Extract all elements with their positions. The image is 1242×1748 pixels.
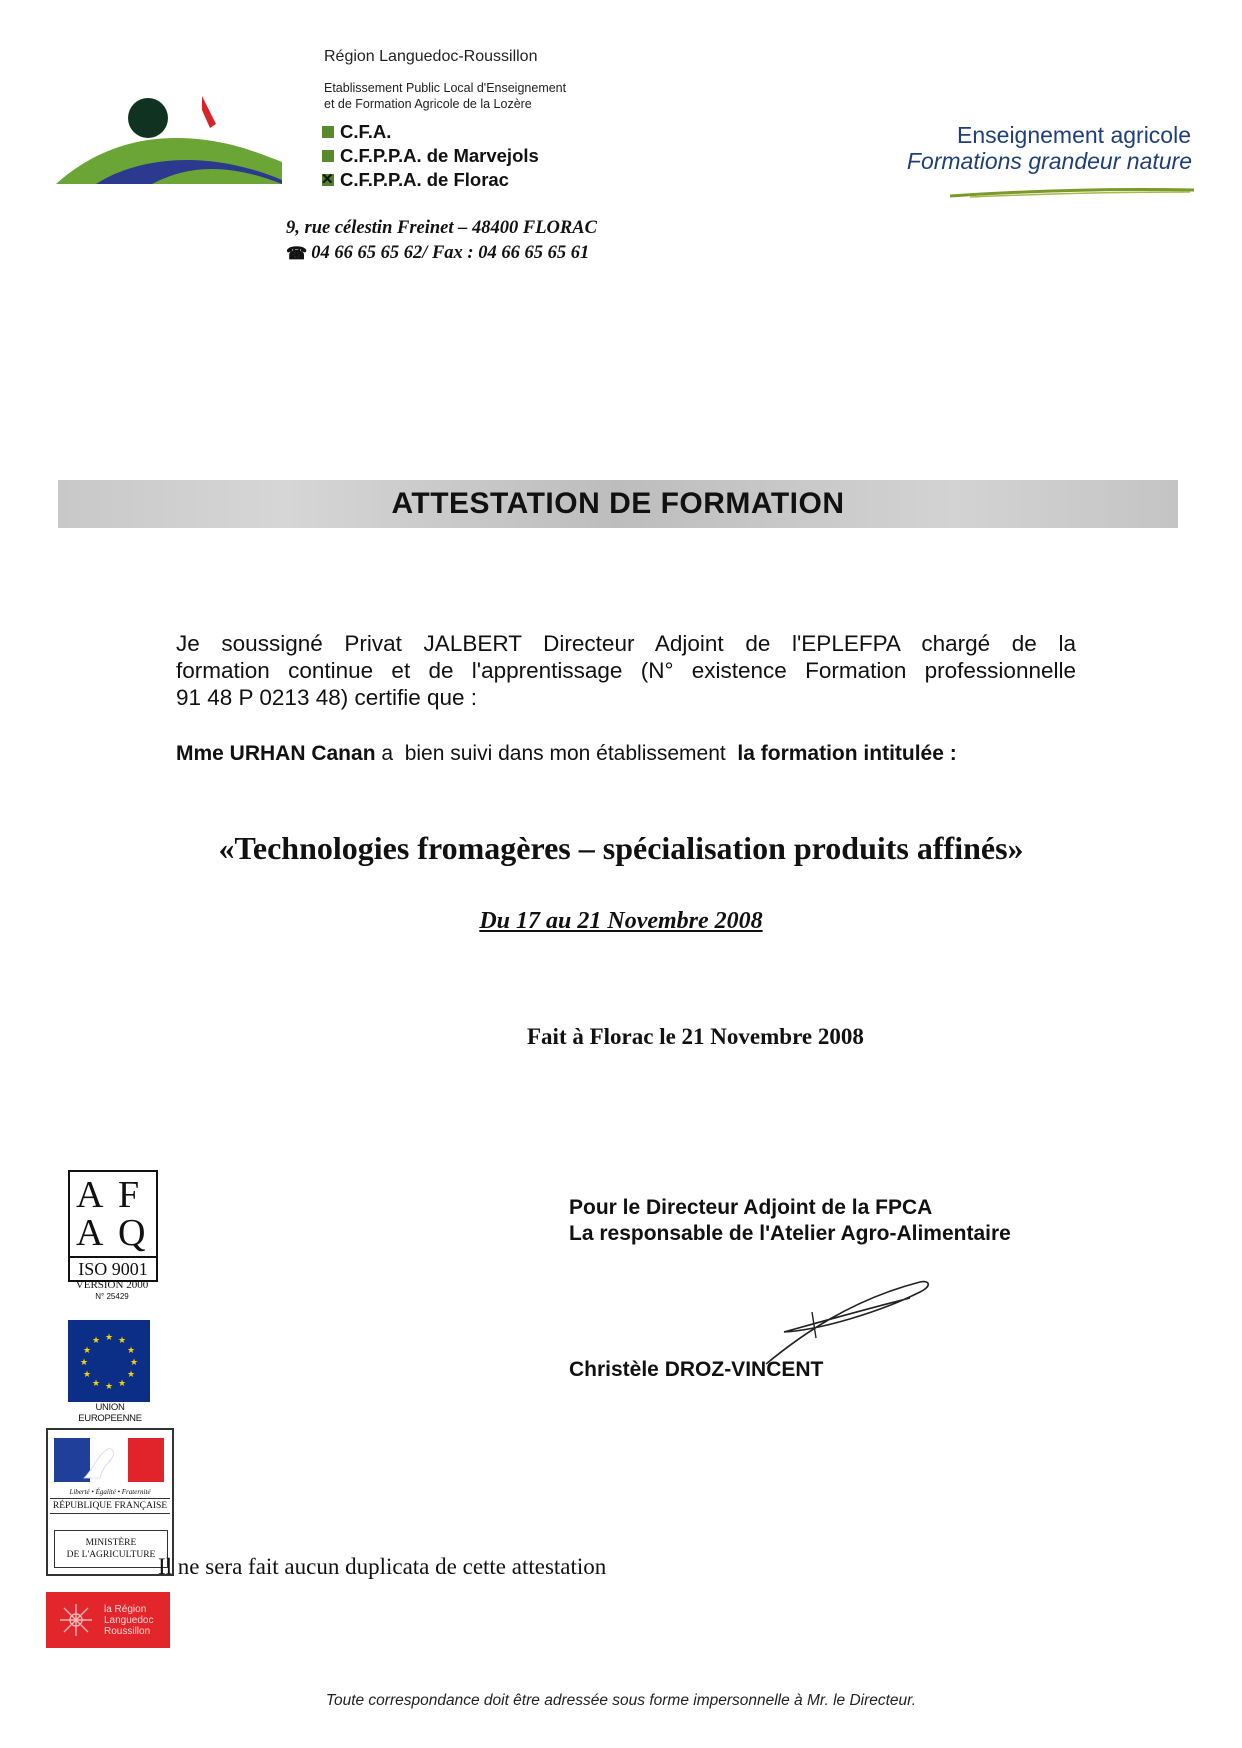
branch-item — [322, 168, 539, 192]
region-logo-text — [104, 1604, 154, 1637]
svg-text:★: ★ — [82, 1370, 92, 1380]
swoosh-decoration — [950, 186, 1194, 200]
branch-label: C.F.P.P.A. de Marvejols — [340, 145, 539, 166]
rf-name: RÉPUBLIQUE FRANÇAISE — [50, 1498, 170, 1514]
afaq-letter: A — [76, 1174, 104, 1216]
etablissement-name — [324, 80, 566, 112]
svg-text:★: ★ — [79, 1358, 89, 1368]
slogan-line-1: Enseignement agricole — [957, 122, 1191, 148]
region-name: Région Languedoc-Roussillon — [324, 48, 538, 65]
footer-note: Toute correspondance doit être adressée sous forme impersonnelle à Mr. le Directeur. — [325, 1692, 917, 1709]
ministry-logo — [46, 1428, 174, 1576]
svg-text:★: ★ — [91, 1379, 101, 1389]
title-band — [58, 480, 1178, 528]
afaq-number: N° 25429 — [95, 1292, 129, 1301]
region-logo-line: Roussillon — [104, 1626, 151, 1637]
svg-text:★: ★ — [117, 1379, 127, 1389]
svg-text:★: ★ — [104, 1382, 114, 1392]
checked-box-icon — [322, 174, 334, 186]
ministry-line-1: MINISTÈRE — [85, 1538, 137, 1548]
epl-lozere-logo — [56, 88, 282, 190]
signature-line-2: La responsable de l'Atelier Agro-Alimentaire — [569, 1222, 1011, 1245]
region-logo-line: Languedoc — [104, 1615, 154, 1626]
afaq-letter: Q — [118, 1212, 146, 1254]
document-title: ATTESTATION DE FORMATION — [391, 487, 845, 520]
paragraph-line: 91 48 P 0213 48) certifie que : — [176, 685, 478, 710]
ministry-line-2: DE L'AGRICULTURE — [66, 1550, 156, 1560]
beneficiary-name: Mme URHAN Canan — [176, 742, 376, 765]
handwritten-signature — [760, 1278, 932, 1368]
branch-item — [322, 120, 539, 144]
address-line: 9, rue célestin Freinet – 48400 FLORAC — [286, 218, 597, 238]
etablissement-line-1: Etablissement Public Local d'Enseignement — [324, 81, 567, 95]
region-logo — [46, 1592, 170, 1648]
eu-flag-icon — [68, 1320, 150, 1402]
formation-dates: Du 17 au 21 Novembre 2008 — [479, 908, 763, 934]
signatory-name: Christèle DROZ-VINCENT — [569, 1358, 824, 1381]
svg-text:★: ★ — [91, 1336, 101, 1346]
svg-text:★: ★ — [126, 1370, 136, 1380]
beneficiary-text: a bien suivi dans mon établissement — [375, 742, 738, 765]
afaq-letters — [74, 1176, 152, 1252]
square-bullet-icon — [322, 150, 334, 162]
afaq-letter: F — [118, 1174, 140, 1216]
formation-title: «Technologies fromagères – spécialisation produits affinés» — [218, 830, 1024, 866]
afaq-letter: A — [76, 1212, 104, 1254]
etablissement-line-2: et de Formation Agricole de la Lozère — [324, 97, 532, 111]
certification-paragraph — [176, 630, 1076, 711]
formation-intro: la formation intitulée : — [737, 742, 957, 765]
svg-text:★: ★ — [117, 1336, 127, 1346]
square-bullet-icon — [322, 126, 334, 138]
signature-block — [569, 1195, 1011, 1247]
svg-text:★: ★ — [129, 1358, 139, 1368]
branch-item — [322, 144, 539, 168]
slogan-line-2: Formations grandeur nature — [906, 148, 1192, 174]
paragraph-line: formation continue et de l'apprentissage (N° existence Formation professionnelle — [176, 658, 1076, 683]
region-logo-line: la Région — [104, 1604, 147, 1615]
afaq-iso-logo — [68, 1170, 158, 1282]
phone-numbers: 04 66 65 65 62/ Fax : 04 66 65 65 61 — [311, 243, 590, 263]
svg-text:★: ★ — [104, 1333, 114, 1343]
phone-line — [286, 241, 597, 266]
svg-text:★: ★ — [126, 1346, 136, 1356]
paragraph-line: Je soussigné Privat JALBERT Directeur Adjoint de l'EPLEFPA chargé de la — [176, 631, 1076, 656]
branch-label: C.F.P.P.A. de Florac — [340, 169, 509, 190]
afaq-iso-label: ISO 9001 — [70, 1256, 156, 1280]
duplicate-notice: Il ne sera fait aucun duplicata de cette attestation — [158, 1554, 607, 1579]
ministry-name — [54, 1530, 168, 1568]
telephone-icon: ☎ — [286, 244, 308, 263]
place-and-date: Fait à Florac le 21 Novembre 2008 — [527, 1024, 864, 1049]
branch-list — [322, 120, 539, 192]
occitan-cross-icon — [54, 1600, 98, 1640]
marianne-flag-icon — [54, 1438, 164, 1482]
address-block — [286, 216, 597, 266]
svg-text:★: ★ — [82, 1346, 92, 1356]
signature-line-1: Pour le Directeur Adjoint de la FPCA — [569, 1196, 933, 1219]
eu-label: UNION EUROPEENNE — [78, 1402, 142, 1424]
branch-label: C.F.A. — [340, 121, 392, 142]
beneficiary-line — [176, 742, 957, 766]
rf-motto: Liberté • Égalité • Fraternité — [69, 1488, 151, 1496]
afaq-version: VERSION 2000 — [75, 1279, 149, 1291]
